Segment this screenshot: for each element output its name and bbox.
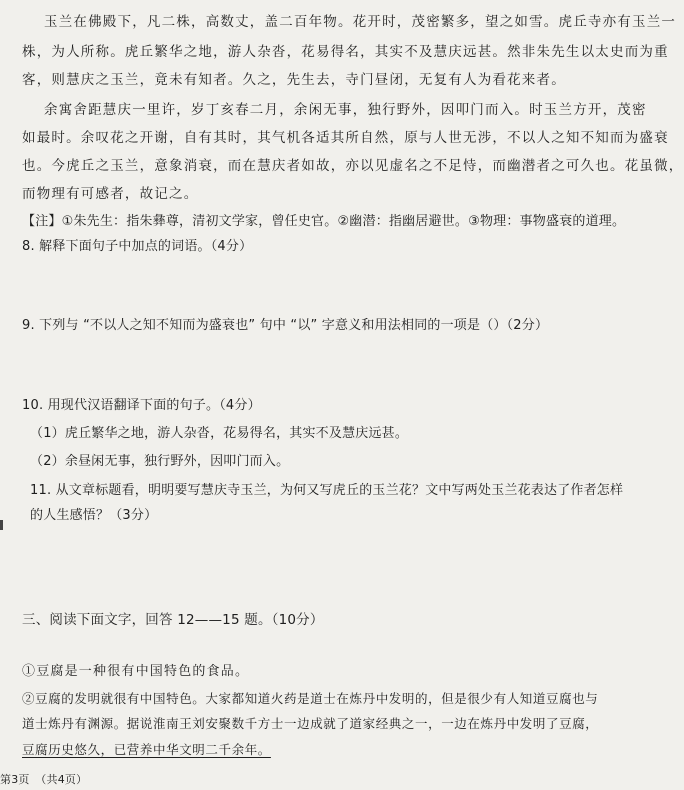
q10-sentence-1: （1）虎丘繁华之地，游人杂沓，花易得名，其实不及慧庆远甚。: [30, 426, 409, 441]
section3-line3: 道士炼丹有渊源。据说淮南王刘安聚数千方士一边成就了道家经典之一，一边在炼丹中发明了豆腐，: [22, 716, 599, 731]
q9-stem: 9. 下列与 “不以人之知不知而为盛衰也” 句中 “以” 字意义和用法相同的一项是（）（2分）: [22, 318, 549, 333]
passage-p1-line3: 客，则慧庆之玉兰，竟未有知者。久之，先生去，寺门昼闭，无复有人为看花来者。: [22, 72, 566, 88]
q10-stem: 10. 用现代汉语翻译下面的句子。（4分）: [22, 398, 261, 413]
q11-line1: 11. 从文章标题看，明明要写慧庆寺玉兰，为何又写虎丘的玉兰花？文中写两处玉兰花表达了作者怎样: [30, 483, 624, 498]
section3-line1: ①豆腐是一种很有中国特色的食品。: [22, 664, 250, 679]
passage-p1-line2: 株，为人所称。虎丘繁华之地，游人杂沓，花易得名，其实不及慧庆远甚。然非朱先生以太史而为重: [22, 44, 669, 60]
passage-p2-line4: 而物理有可感者，故记之。: [22, 186, 199, 202]
section3-title: 三、阅读下面文字，回答 12——15 题。（10分）: [22, 612, 324, 628]
passage-p2-line3: 也。今虎丘之玉兰，意象消衰，而在慧庆者如故，亦以见虚名之不足恃，而幽潜者之可久也。花虽微，: [22, 158, 684, 174]
margin-mark: [0, 520, 3, 530]
q10-sentence-2: （2）余昼闲无事，独行野外，因叩门而入。: [30, 454, 290, 469]
passage-p2-line2: 如最时。余叹花之开谢，自有其时，其气机各适其所自然，原与人世无涉，不以人之知不知而为盛衰: [22, 130, 669, 146]
section3-line2: ②豆腐的发明就很有中国特色。大家都知道火药是道士在炼丹中发明的，但是很少有人知道豆腐也与: [22, 691, 599, 706]
page-footer: 第3页 （共4页）: [0, 773, 88, 786]
q8-stem: 8. 解释下面句子中加点的词语。（4分）: [22, 239, 253, 254]
passage-p1-line1: 玉兰在佛殿下，凡二株，高数丈，盖二百年物。花开时，茂密繁多，望之如雪。虎丘寺亦有玉兰一: [44, 14, 677, 30]
section3-line4: 豆腐历史悠久，已营养中华文明二千余年。: [22, 742, 271, 757]
q11-line2: 的人生感悟？（3分）: [30, 508, 158, 523]
passage-note: 【注】①朱先生：指朱彝尊，清初文学家，曾任史官。②幽潜：指幽居避世。③物理：事物盛衰的道理。: [22, 214, 626, 229]
passage-p2-line1: 余寓舍距慧庆一里许，岁丁亥春二月，余闲无事，独行野外，因叩门而入。时玉兰方开，茂密: [44, 102, 647, 118]
